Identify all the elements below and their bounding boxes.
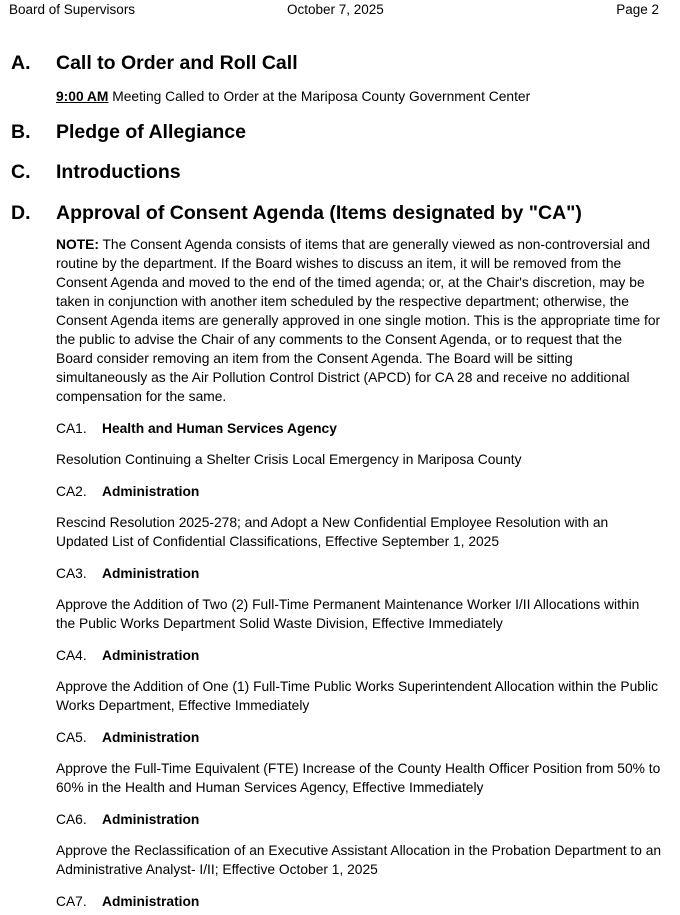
agenda-item-department: Administration	[102, 566, 200, 581]
agenda-item-department: Administration	[102, 894, 200, 909]
agenda-item-number: CA1.	[56, 421, 87, 436]
note-label: NOTE:	[56, 237, 99, 252]
section-c-title: Introductions	[56, 161, 181, 183]
section-d-title: Approval of Consent Agenda (Items designated by "CA")	[56, 202, 582, 224]
section-a-letter: A.	[11, 52, 31, 74]
agenda-item-department: Administration	[102, 484, 200, 499]
agenda-item-department: Administration	[102, 648, 200, 663]
agenda-item-number: CA4.	[56, 648, 87, 663]
section-b-title: Pledge of Allegiance	[56, 121, 246, 143]
note-text: The Consent Agenda consists of items that are generally viewed as non-controversial and routine by the department. If the Board wishes to discuss an item, it will be removed from the Consent Agenda and moved to the end of the timed agenda; or, at the Chair's discretion, may be taken in conjunction with another item scheduled by the respective department; otherwise, the Consent Agenda items are generally approved in one single motion. This is the appropriate time for the public to advise the Chair of any comments to the Consent Agenda, or to request that the Board consider removing an item from the Consent Agenda. The Board will be sitting simultaneously as the Air Pollution Control District (APCD) for CA 28 and receive no additional compensation for the same.	[56, 237, 661, 404]
agenda-item-department: Administration	[102, 730, 200, 745]
page-header	[0, 2, 680, 22]
agenda-item-department: Health and Human Services Agency	[102, 421, 337, 436]
agenda-item-number: CA5.	[56, 730, 87, 745]
agenda-item-description: Approve the Addition of One (1) Full-Time Public Works Superintendent Allocation within the Public Works Department, Effective Immediately	[56, 679, 659, 713]
header-date: October 7, 2025	[287, 2, 384, 17]
agenda-item-department: Administration	[102, 812, 200, 827]
agenda-item-description: Resolution Continuing a Shelter Crisis Local Emergency in Mariposa County	[56, 452, 522, 467]
agenda-item-heading	[56, 812, 199, 827]
agenda-item-number: CA7.	[56, 894, 87, 909]
section-c-letter: C.	[11, 161, 31, 183]
agenda-item-number: CA6.	[56, 812, 87, 827]
call-to-order-line	[56, 87, 662, 106]
agenda-item-heading	[56, 648, 199, 663]
agenda-item-heading	[56, 484, 199, 499]
call-to-order-time: 9:00 AM	[56, 89, 109, 104]
consent-agenda-note	[56, 235, 662, 406]
agenda-item-description: Approve the Addition of Two (2) Full-Time Permanent Maintenance Worker I/II Allocations within the Public Works Department Solid Waste Division, Effective Immediately	[56, 597, 640, 631]
section-a-title: Call to Order and Roll Call	[56, 52, 298, 74]
section-d-letter: D.	[11, 202, 31, 224]
header-page-number: Page 2	[616, 2, 659, 17]
call-to-order-text: Meeting Called to Order at the Mariposa County Government Center	[108, 89, 531, 104]
agenda-item-heading	[56, 894, 199, 909]
agenda-item-description: Approve the Reclassification of an Executive Assistant Allocation in the Probation Department to an Administrative Analyst- I/II; Effective October 1, 2025	[56, 843, 662, 877]
section-b-letter: B.	[11, 121, 31, 143]
agenda-item-description: Rescind Resolution 2025-278; and Adopt a New Confidential Employee Resolution with an Updated List of Confidential Classifications, Effective September 1, 2025	[56, 515, 609, 549]
agenda-item-number: CA3.	[56, 566, 87, 581]
header-board-name: Board of Supervisors	[9, 2, 136, 17]
agenda-item-heading	[56, 730, 199, 745]
agenda-item-number: CA2.	[56, 484, 87, 499]
agenda-item-description: Approve the Full-Time Equivalent (FTE) Increase of the County Health Officer Position from 50% to 60% in the Health and Human Services Agency, Effective Immediately	[56, 761, 661, 795]
agenda-item-heading	[56, 421, 337, 436]
agenda-item-heading	[56, 566, 199, 581]
